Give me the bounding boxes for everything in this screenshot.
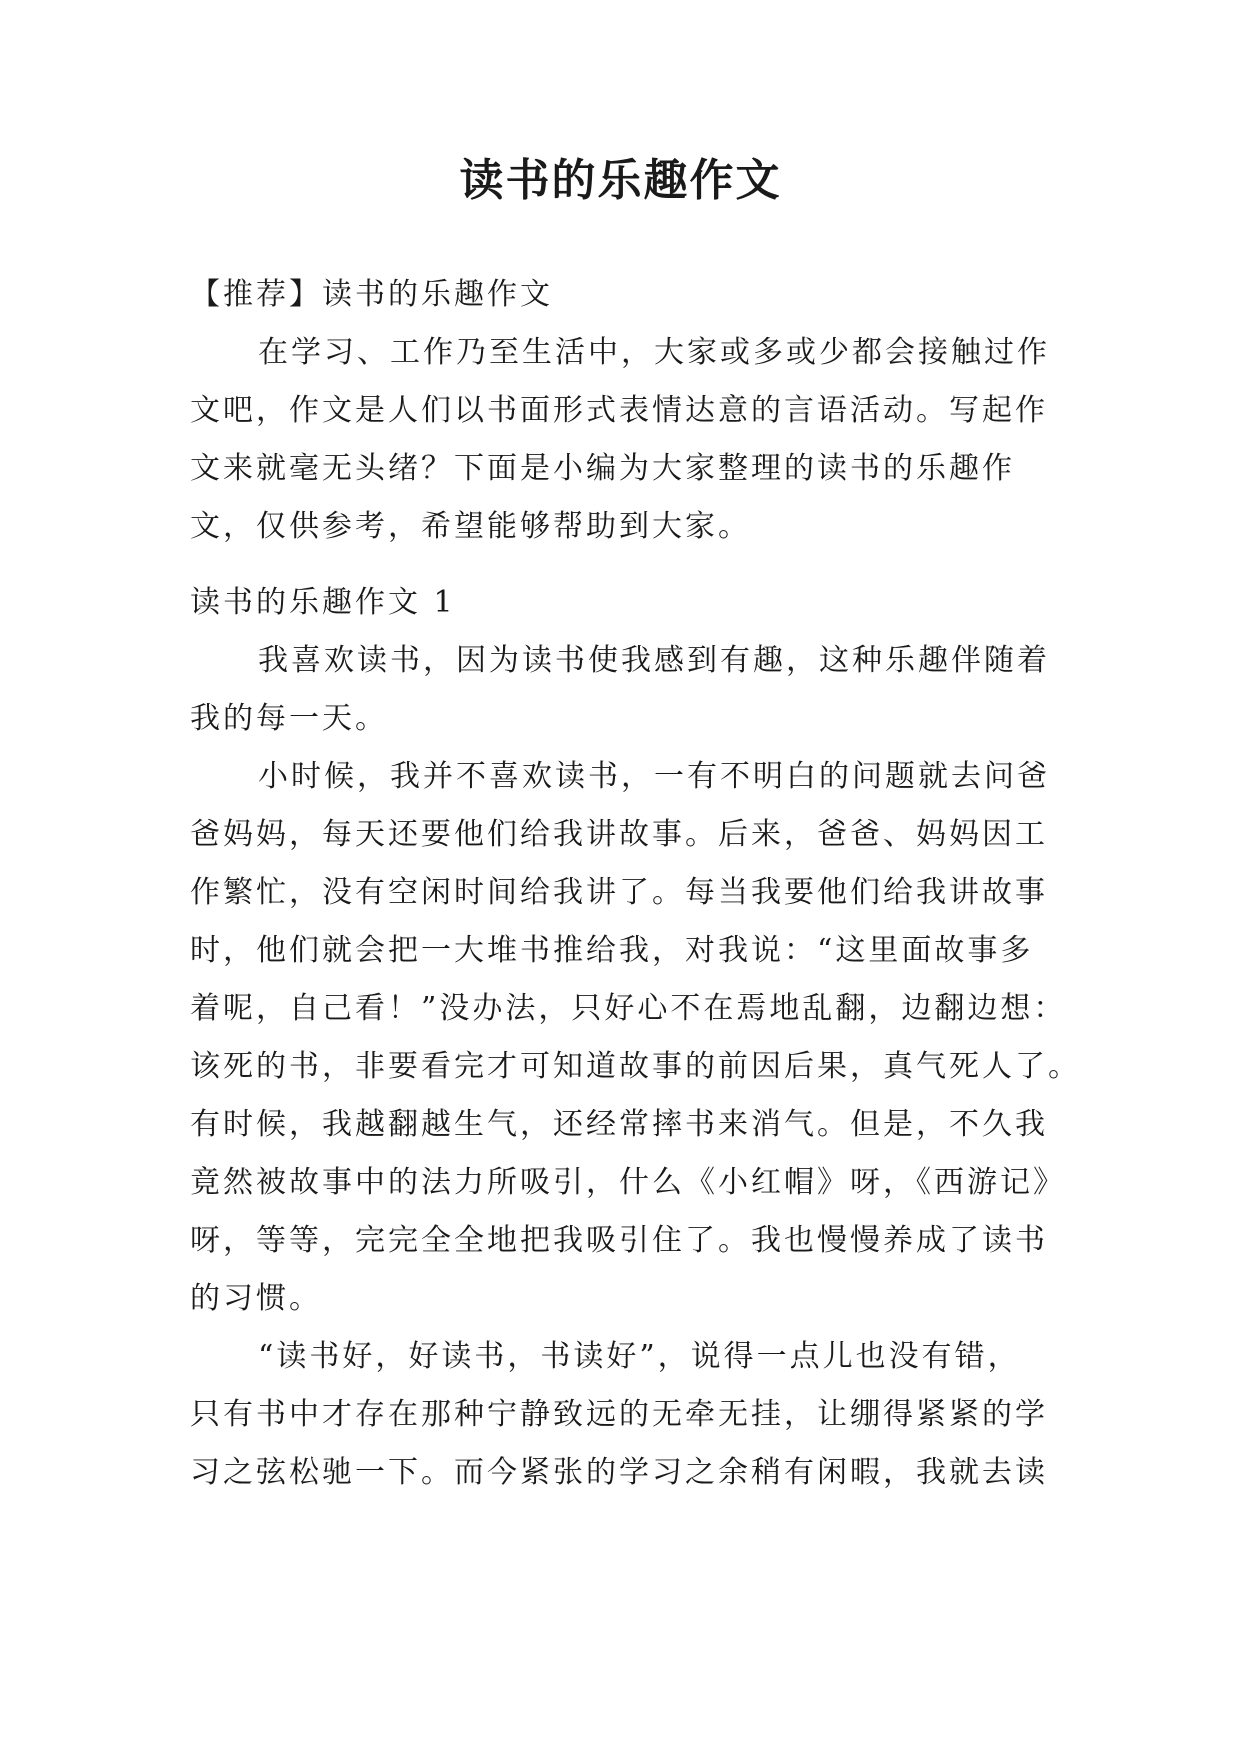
intro-line: 文吧，作文是人们以书面形式表情达意的言语活动。写起作: [190, 393, 1048, 428]
intro-line: 文，仅供参考，希望能够帮助到大家。: [190, 509, 751, 544]
paragraph-line: 着呢，自己看！”没办法，只好心不在焉地乱翻，边翻边想：: [190, 991, 1067, 1026]
intro-line: 文来就毫无头绪？下面是小编为大家整理的读书的乐趣作: [190, 451, 1015, 486]
intro-heading: 【推荐】读书的乐趣作文: [190, 277, 553, 312]
document-title: 读书的乐趣作文: [459, 155, 782, 206]
paragraph-line: 我的每一天。: [190, 701, 388, 736]
paragraph-line: 只有书中才存在那种宁静致远的无牵无挂，让绷得紧紧的学: [190, 1397, 1048, 1432]
essay-1-heading: 读书的乐趣作文 1: [190, 585, 456, 620]
paragraph-line: 有时候，我越翻越生气，还经常摔书来消气。但是，不久我: [190, 1107, 1048, 1142]
paragraph-line: “读书好，好读书，书读好”，说得一点儿也没有错，: [258, 1339, 1021, 1374]
paragraph-line: 我喜欢读书，因为读书使我感到有趣，这种乐趣伴随着: [258, 643, 1050, 678]
paragraph-line: 作繁忙，没有空闲时间给我讲了。每当我要他们给我讲故事: [190, 875, 1048, 910]
paragraph-line: 该死的书，非要看完才可知道故事的前因后果，真气死人了。: [190, 1049, 1081, 1084]
paragraph-line: 的习惯。: [190, 1281, 322, 1316]
paragraph-line: 竟然被故事中的法力所吸引，什么《小红帽》呀，《西游记》: [190, 1165, 1066, 1200]
paragraph-line: 爸妈妈，每天还要他们给我讲故事。后来，爸爸、妈妈因工: [190, 817, 1048, 852]
paragraph-line: 习之弦松驰一下。而今紧张的学习之余稍有闲暇，我就去读: [190, 1455, 1048, 1490]
paragraph-line: 小时候，我并不喜欢读书，一有不明白的问题就去问爸: [258, 759, 1050, 794]
intro-section: [190, 266, 1050, 556]
paragraph-line: 时，他们就会把一大堆书推给我，对我说：“这里面故事多: [190, 933, 1034, 968]
intro-line: 在学习、工作乃至生活中，大家或多或少都会接触过作: [258, 335, 1050, 370]
paragraph-line: 呀，等等，完完全全地把我吸引住了。我也慢慢养成了读书: [190, 1223, 1048, 1258]
essay-1-section: [190, 574, 1081, 1502]
